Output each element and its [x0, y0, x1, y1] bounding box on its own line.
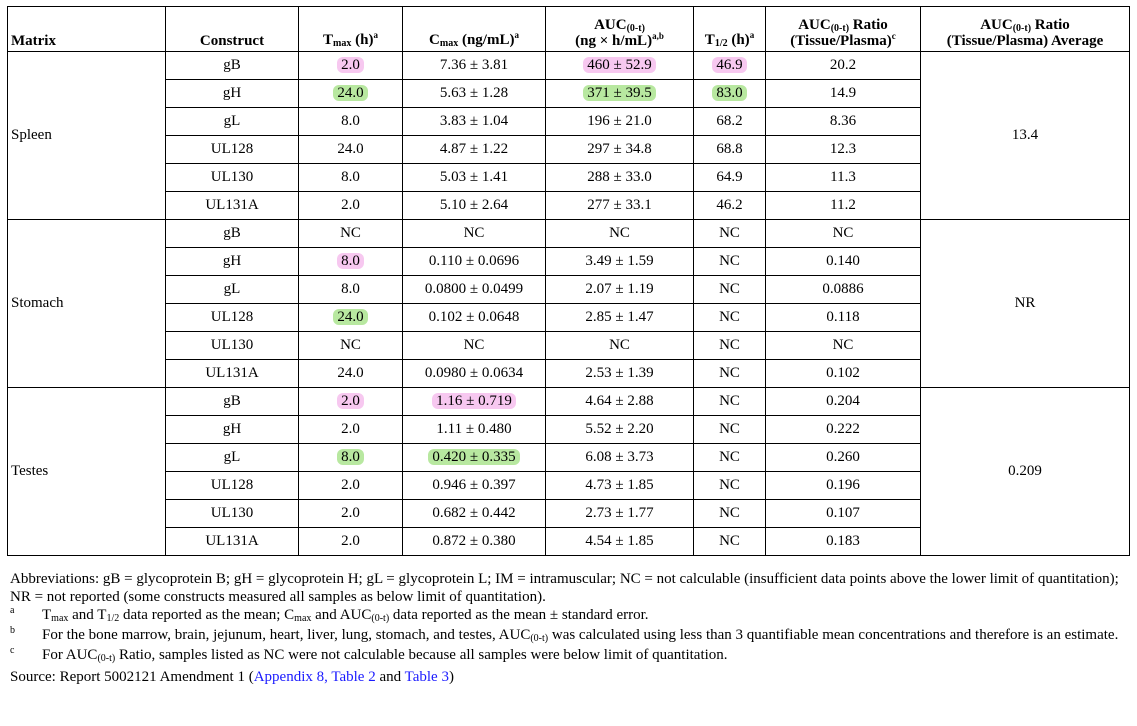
tmax-value: 2.0: [341, 533, 360, 549]
auc-value: 196 ± 21.0: [587, 113, 652, 129]
footnotes: [7, 570, 1129, 686]
ratio-value: 0.183: [826, 533, 860, 549]
thalf-value: 68.2: [716, 113, 743, 129]
cmax-cell: [403, 248, 546, 276]
tmax-cell: [299, 332, 403, 360]
header-thalf: T1/2 $(h)^a$: [694, 7, 766, 52]
construct-value: UL131A: [205, 197, 259, 213]
tmax-value: 2.0: [341, 197, 360, 213]
header-construct: Construct: [166, 7, 299, 52]
tmax-value: 8.0: [341, 113, 360, 129]
construct-cell: [166, 108, 299, 136]
tmax-value: NC: [340, 225, 361, 241]
thalf-value: NC: [719, 225, 740, 241]
matrix-cell: Spleen: [8, 52, 166, 220]
thalf-cell: [694, 276, 766, 304]
thalf-cell: [694, 304, 766, 332]
thalf-value: NC: [719, 421, 740, 437]
tmax-value: 2.0: [341, 505, 360, 521]
pk-table: [7, 6, 1130, 556]
ratio-average-cell: 13.4: [921, 52, 1130, 220]
header-tmax: Tmax $(h)^a$: [299, 7, 403, 52]
ratio-value: NC: [832, 225, 854, 241]
construct-cell: [166, 388, 299, 416]
construct-value: UL130: [210, 337, 254, 353]
thalf-value: NC: [719, 505, 740, 521]
cmax-value: 0.110 ± 0.0696: [428, 253, 520, 269]
cmax-value: 5.63 ± 1.28: [439, 85, 509, 101]
thalf-value: NC: [719, 337, 740, 353]
construct-cell: [166, 248, 299, 276]
cmax-cell: [403, 472, 546, 500]
appendix-8-table-2-link[interactable]: Appendix 8, Table 2: [253, 669, 376, 685]
tmax-cell: [299, 276, 403, 304]
ratio-value: 0.260: [826, 449, 860, 465]
construct-value: gB: [223, 393, 241, 409]
ratio-cell: [766, 472, 921, 500]
table-row: [8, 220, 1130, 248]
tmax-value: 24.0: [337, 141, 364, 157]
thalf-cell: [694, 360, 766, 388]
auc-value: 288 ± 33.0: [587, 169, 652, 185]
tmax-value: 2.0: [341, 421, 360, 437]
construct-cell: [166, 304, 299, 332]
auc-cell: [546, 416, 694, 444]
tmax-cell: [299, 472, 403, 500]
ratio-cell: [766, 108, 921, 136]
construct-cell: [166, 276, 299, 304]
auc-value: 371 ± 39.5: [583, 85, 655, 101]
thalf-value: 83.0: [712, 85, 746, 101]
construct-value: gH: [222, 85, 242, 101]
construct-value: UL130: [210, 505, 254, 521]
header-auc-ratio: AUC(0-t) Ratio (Tissue/Plasma)$^c$: [766, 7, 921, 52]
auc-cell: [546, 304, 694, 332]
thalf-cell: [694, 416, 766, 444]
auc-value: 3.49 ± 1.59: [585, 253, 654, 269]
construct-cell: [166, 80, 299, 108]
ratio-cell: [766, 220, 921, 248]
tmax-value: 2.0: [337, 393, 364, 409]
thalf-cell: [694, 164, 766, 192]
table-header: [8, 7, 1130, 52]
cmax-cell: [403, 444, 546, 472]
auc-value: 4.64 ± 2.88: [585, 393, 654, 409]
cmax-value: 0.946 ± 0.397: [432, 477, 516, 493]
cmax-value: 3.83 ± 1.04: [439, 113, 509, 129]
auc-cell: [546, 136, 694, 164]
ratio-value: 0.222: [826, 421, 860, 437]
ratio-cell: [766, 136, 921, 164]
auc-cell: [546, 444, 694, 472]
construct-value: gB: [223, 57, 241, 73]
ratio-value: 11.2: [830, 197, 856, 213]
cmax-cell: [403, 164, 546, 192]
tmax-value: 2.0: [337, 57, 364, 73]
table-3-link[interactable]: Table 3: [404, 669, 449, 685]
ratio-value: 0.0886: [822, 281, 864, 297]
ratio-value: 0.118: [826, 309, 860, 325]
tmax-value: 8.0: [341, 281, 360, 297]
cmax-value: 4.87 ± 1.22: [439, 141, 509, 157]
construct-cell: [166, 472, 299, 500]
construct-cell: [166, 220, 299, 248]
thalf-cell: [694, 444, 766, 472]
construct-value: UL130: [210, 169, 254, 185]
thalf-value: 64.9: [716, 169, 743, 185]
thalf-cell: [694, 248, 766, 276]
auc-value: 2.53 ± 1.39: [585, 365, 654, 381]
auc-cell: [546, 528, 694, 556]
thalf-cell: [694, 108, 766, 136]
auc-cell: [546, 332, 694, 360]
construct-value: UL128: [210, 477, 254, 493]
footnote-c-marker: c: [10, 645, 15, 656]
thalf-cell: [694, 192, 766, 220]
table-body: [8, 52, 1130, 556]
auc-cell: [546, 500, 694, 528]
thalf-value: 46.2: [716, 197, 743, 213]
cmax-cell: [403, 192, 546, 220]
tmax-cell: [299, 220, 403, 248]
ratio-cell: [766, 192, 921, 220]
thalf-value: NC: [719, 309, 740, 325]
auc-cell: [546, 108, 694, 136]
construct-cell: [166, 500, 299, 528]
tmax-cell: [299, 416, 403, 444]
ratio-value: 0.140: [826, 253, 860, 269]
auc-cell: [546, 248, 694, 276]
cmax-value: 7.36 ± 3.81: [439, 57, 509, 73]
ratio-cell: [766, 444, 921, 472]
cmax-cell: [403, 52, 546, 80]
abbreviations-note: Abbreviations: gB = glycoprotein B; gH = glycoprotein H; gL = glycoprotein L; IM = intramuscular; NC = not calculable (insufficient data points above the lower limit of quantitation); NR = not reported (some constructs measured all samples as below limit of quantitation).: [10, 571, 1119, 605]
cmax-value: 1.16 ± 0.719: [432, 393, 516, 409]
cmax-value: 0.102 ± 0.0648: [428, 309, 520, 325]
ratio-value: 20.2: [829, 57, 857, 73]
construct-cell: [166, 164, 299, 192]
tmax-cell: [299, 388, 403, 416]
tmax-cell: [299, 108, 403, 136]
ratio-cell: [766, 52, 921, 80]
thalf-cell: [694, 220, 766, 248]
table-row: [8, 52, 1130, 80]
tmax-cell: [299, 192, 403, 220]
cmax-cell: [403, 304, 546, 332]
ratio-cell: [766, 276, 921, 304]
thalf-cell: [694, 500, 766, 528]
table-row: [8, 388, 1130, 416]
construct-value: UL128: [210, 141, 254, 157]
ratio-cell: [766, 500, 921, 528]
auc-value: 297 ± 34.8: [587, 141, 652, 157]
auc-value: 460 ± 52.9: [583, 57, 655, 73]
ratio-value: 0.204: [826, 393, 860, 409]
thalf-value: NC: [719, 393, 740, 409]
thalf-value: 68.8: [716, 141, 743, 157]
thalf-value: NC: [719, 533, 740, 549]
thalf-value: NC: [719, 253, 740, 269]
ratio-cell: [766, 528, 921, 556]
construct-cell: [166, 416, 299, 444]
cmax-value: 0.682 ± 0.442: [432, 505, 516, 521]
auc-value: NC: [609, 225, 630, 241]
auc-cell: [546, 472, 694, 500]
ratio-cell: [766, 164, 921, 192]
footnote-a: a Tmax and T1/2 data reported as the mean; Cmax and AUC(0-t) data reported as the mean ± standard error.: [10, 606, 1129, 626]
construct-value: gL: [223, 113, 241, 129]
construct-cell: [166, 332, 299, 360]
construct-value: gL: [223, 281, 241, 297]
thalf-value: 46.9: [712, 57, 746, 73]
header-auc: AUC(0-t) (ng × h/mL)$^{a,b}$: [546, 7, 694, 52]
construct-value: UL128: [210, 309, 254, 325]
ratio-value: 14.9: [829, 85, 857, 101]
auc-value: 6.08 ± 3.73: [585, 449, 654, 465]
thalf-cell: [694, 528, 766, 556]
ratio-value: 11.3: [830, 169, 856, 185]
ratio-value: 0.102: [826, 365, 860, 381]
tmax-value: 8.0: [337, 449, 364, 465]
cmax-cell: [403, 388, 546, 416]
header-matrix: Matrix: [8, 7, 166, 52]
auc-cell: [546, 220, 694, 248]
tmax-cell: [299, 248, 403, 276]
auc-value: 4.73 ± 1.85: [585, 477, 654, 493]
construct-cell: [166, 136, 299, 164]
auc-value: 2.85 ± 1.47: [585, 309, 654, 325]
auc-cell: [546, 80, 694, 108]
ratio-value: 12.3: [829, 141, 857, 157]
thalf-cell: [694, 332, 766, 360]
header-auc-ratio-average: AUC(0-t) Ratio (Tissue/Plasma) Average: [921, 7, 1130, 52]
auc-cell: [546, 360, 694, 388]
tmax-cell: [299, 80, 403, 108]
auc-value: 2.07 ± 1.19: [585, 281, 654, 297]
cmax-value: 0.872 ± 0.380: [432, 533, 516, 549]
cmax-value: 0.0800 ± 0.0499: [424, 281, 524, 297]
thalf-cell: [694, 388, 766, 416]
cmax-cell: [403, 360, 546, 388]
tmax-cell: [299, 528, 403, 556]
tmax-cell: [299, 500, 403, 528]
thalf-value: NC: [719, 449, 740, 465]
auc-value: 5.52 ± 2.20: [585, 421, 654, 437]
ratio-value: 8.36: [829, 113, 857, 129]
cmax-value: 5.03 ± 1.41: [439, 169, 509, 185]
construct-value: UL131A: [205, 533, 259, 549]
tmax-cell: [299, 304, 403, 332]
ratio-value: NC: [832, 337, 854, 353]
tmax-value: 24.0: [337, 365, 364, 381]
matrix-cell: Stomach: [8, 220, 166, 388]
thalf-cell: [694, 472, 766, 500]
thalf-value: NC: [719, 477, 740, 493]
construct-cell: [166, 528, 299, 556]
auc-cell: [546, 52, 694, 80]
tmax-value: 8.0: [337, 253, 364, 269]
thalf-cell: [694, 52, 766, 80]
cmax-cell: [403, 528, 546, 556]
tmax-cell: [299, 444, 403, 472]
auc-cell: [546, 388, 694, 416]
construct-cell: [166, 444, 299, 472]
tmax-value: 8.0: [341, 169, 360, 185]
footnote-b: b For the bone marrow, brain, jejunum, heart, liver, lung, stomach, and testes, AUC(0-t) was calculated using less than 3 quantifiable mean concentrations and therefore is an estimate.: [10, 626, 1129, 646]
auc-value: 277 ± 33.1: [587, 197, 652, 213]
cmax-cell: [403, 332, 546, 360]
thalf-value: NC: [719, 281, 740, 297]
cmax-cell: [403, 108, 546, 136]
header-cmax: Cmax $(ng/mL)^a$: [403, 7, 546, 52]
construct-value: gH: [222, 421, 242, 437]
tmax-value: 24.0: [333, 309, 367, 325]
cmax-value: 0.0980 ± 0.0634: [424, 365, 524, 381]
cmax-cell: [403, 500, 546, 528]
document-page: [7, 6, 1129, 686]
ratio-average-cell: 0.209: [921, 388, 1130, 556]
tmax-cell: [299, 136, 403, 164]
cmax-value: 0.420 ± 0.335: [428, 449, 519, 465]
cmax-value: 1.11 ± 0.480: [436, 421, 512, 437]
ratio-cell: [766, 360, 921, 388]
tmax-cell: [299, 164, 403, 192]
ratio-cell: [766, 304, 921, 332]
cmax-value: 5.10 ± 2.64: [439, 197, 509, 213]
tmax-cell: [299, 360, 403, 388]
ratio-average-cell: NR: [921, 220, 1130, 388]
footnote-b-marker: b: [10, 625, 15, 636]
source-line: Source: Report 5002121 Amendment 1 (Appendix 8, Table 2 and Table 3): [10, 669, 454, 685]
thalf-value: NC: [719, 365, 740, 381]
cmax-cell: [403, 276, 546, 304]
ratio-cell: [766, 80, 921, 108]
ratio-value: 0.107: [826, 505, 860, 521]
cmax-value: NC: [463, 337, 485, 353]
tmax-value: 24.0: [333, 85, 367, 101]
footnote-a-marker: a: [10, 605, 15, 616]
construct-value: UL131A: [205, 365, 259, 381]
cmax-cell: [403, 136, 546, 164]
ratio-value: 0.196: [826, 477, 860, 493]
construct-value: gL: [223, 449, 241, 465]
cmax-value: NC: [463, 225, 485, 241]
cmax-cell: [403, 80, 546, 108]
auc-cell: [546, 192, 694, 220]
cmax-cell: [403, 416, 546, 444]
tmax-value: 2.0: [341, 477, 360, 493]
auc-cell: [546, 164, 694, 192]
construct-cell: [166, 192, 299, 220]
cmax-cell: [403, 220, 546, 248]
construct-cell: [166, 360, 299, 388]
auc-value: 4.54 ± 1.85: [585, 533, 654, 549]
tmax-cell: [299, 52, 403, 80]
auc-cell: [546, 276, 694, 304]
ratio-cell: [766, 416, 921, 444]
construct-value: gH: [222, 253, 242, 269]
ratio-cell: [766, 248, 921, 276]
thalf-cell: [694, 136, 766, 164]
footnote-c: c For AUC(0-t) Ratio, samples listed as NC were not calculable because all samples were below limit of quantitation.: [10, 646, 1129, 666]
auc-value: NC: [609, 337, 630, 353]
tmax-value: NC: [340, 337, 361, 353]
thalf-cell: [694, 80, 766, 108]
auc-value: 2.73 ± 1.77: [585, 505, 654, 521]
construct-cell: [166, 52, 299, 80]
construct-value: gB: [223, 225, 241, 241]
ratio-cell: [766, 332, 921, 360]
matrix-cell: Testes: [8, 388, 166, 556]
ratio-cell: [766, 388, 921, 416]
